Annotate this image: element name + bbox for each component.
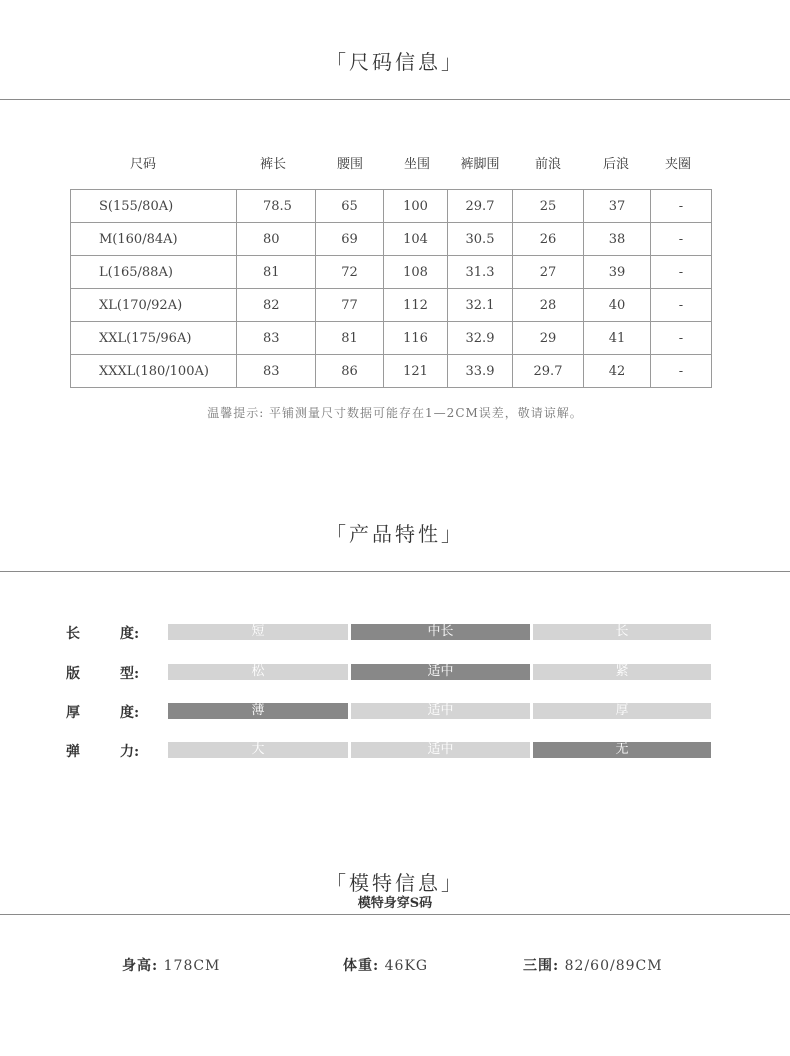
measure-cell: 29.7 [513,355,584,388]
measure-cell: 104 [384,223,448,256]
measure-cell: 121 [384,355,448,388]
model-measurements-value: 82/60/89CM [564,958,663,974]
measure-cell: 39 [584,256,651,289]
measure-cell: 69 [316,223,384,256]
measure-cell: 33.9 [448,355,513,388]
measure-cell: - [651,223,712,256]
attribute-option: 大 [168,742,348,758]
col-head-hip: 坐围 [403,157,431,172]
col-head-waist: 腰围 [336,157,364,172]
measure-cell: 25 [513,190,584,223]
attribute-option: 适中 [351,703,530,719]
measure-cell: 38 [584,223,651,256]
model-height-label: 身高: [122,958,159,974]
attribute-option: 无 [533,742,711,758]
model-section-title: 「模特信息」 [326,871,464,895]
model-measurements [523,955,663,975]
attribute-label-suffix: 度: [120,705,140,721]
col-head-armhole: 夹圈 [664,157,692,172]
size-cell: XL(170/92A) [71,289,237,322]
attribute-option: 厚 [533,703,711,719]
measure-cell: 30.5 [448,223,513,256]
size-section-title: 「尺码信息」 [326,50,464,74]
table-row [71,322,712,355]
feature-section-title: 「产品特性」 [326,522,464,546]
measure-cell: 83 [237,322,316,355]
measure-cell: 86 [316,355,384,388]
attribute-label-char: 厚 [66,705,80,721]
measure-cell: 72 [316,256,384,289]
size-cell: XXL(175/96A) [71,322,237,355]
model-subtitle: 模特身穿S码 [357,896,433,911]
attribute-label-char: 长 [66,626,80,642]
size-cell: S(155/80A) [71,190,237,223]
col-head-back-rise: 后浪 [602,157,630,172]
measure-cell: 26 [513,223,584,256]
measure-cell: 116 [384,322,448,355]
model-weight [343,955,428,975]
attribute-option: 适中 [351,664,530,680]
table-row [71,355,712,388]
measure-cell: - [651,322,712,355]
measure-cell: 32.1 [448,289,513,322]
attribute-label-char: 弹 [66,744,80,760]
attribute-label-suffix: 力: [120,744,140,760]
measure-cell: - [651,190,712,223]
model-height [122,955,220,975]
table-row [71,289,712,322]
measure-cell: 28 [513,289,584,322]
measure-cell: 81 [316,322,384,355]
measure-cell: 65 [316,190,384,223]
attribute-option: 适中 [351,742,530,758]
attribute-option: 长 [533,624,711,640]
measure-cell: 29.7 [448,190,513,223]
col-head-leg-opening: 裤脚围 [460,157,500,172]
measure-cell: 78.5 [237,190,316,223]
size-section-divider [0,99,790,100]
model-section-divider [0,914,790,915]
measure-cell: 29 [513,322,584,355]
measure-cell: 42 [584,355,651,388]
attribute-label-char: 版 [66,666,80,682]
measure-cell: 82 [237,289,316,322]
col-head-front-rise: 前浪 [534,157,562,172]
attribute-label-suffix: 度: [120,626,140,642]
measure-cell: 31.3 [448,256,513,289]
size-cell: XXXL(180/100A) [71,355,237,388]
measure-cell: 108 [384,256,448,289]
attribute-option: 紧 [533,664,711,680]
measure-cell: - [651,289,712,322]
measure-cell: 77 [316,289,384,322]
attribute-option: 薄 [168,703,348,719]
attribute-option: 中长 [351,624,530,640]
size-cell: M(160/84A) [71,223,237,256]
model-weight-label: 体重: [343,958,380,974]
measure-cell: 112 [384,289,448,322]
measure-cell: 32.9 [448,322,513,355]
size-cell: L(165/88A) [71,256,237,289]
table-row [71,256,712,289]
attribute-label-suffix: 型: [120,666,140,682]
size-table [70,189,712,388]
feature-section-divider [0,571,790,572]
col-head-length: 裤长 [259,157,287,172]
model-weight-value: 46KG [384,958,429,974]
col-head-size: 尺码 [129,157,157,172]
measure-cell: 81 [237,256,316,289]
measure-cell: 41 [584,322,651,355]
measure-cell: 27 [513,256,584,289]
measure-cell: 83 [237,355,316,388]
measure-cell: 100 [384,190,448,223]
measure-cell: 80 [237,223,316,256]
measure-cell: - [651,355,712,388]
measure-cell: - [651,256,712,289]
table-row [71,190,712,223]
model-measurements-label: 三围: [523,958,560,974]
table-row [71,223,712,256]
attribute-option: 松 [168,664,348,680]
size-note: 温馨提示: 平铺测量尺寸数据可能存在1—2CM误差，敬请谅解。 [207,406,583,420]
measure-cell: 37 [584,190,651,223]
attribute-option: 短 [168,624,348,640]
measure-cell: 40 [584,289,651,322]
model-height-value: 178CM [163,958,221,974]
